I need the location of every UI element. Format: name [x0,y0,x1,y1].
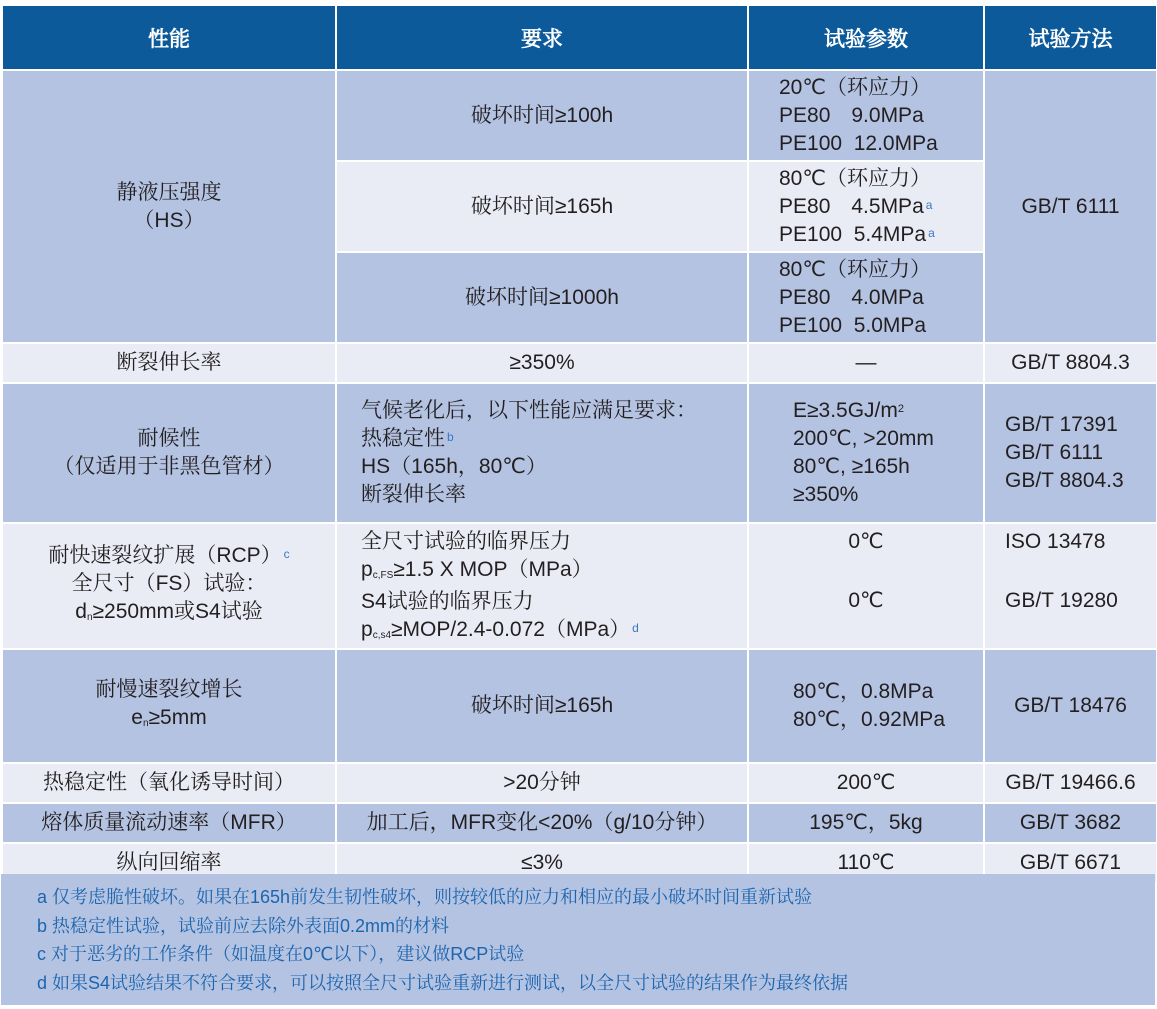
scg-req: 破坏时间≥165h [336,649,748,763]
header-test-method: 试验方法 [984,5,1157,70]
req-line: 全尺寸试验的临界压力 [361,530,571,553]
footnotes [1,874,1155,1005]
symbol-p: p [361,558,373,581]
oit-params: 200℃ [748,763,984,803]
hs-property-line: 静液压强度 [116,180,222,204]
req-line [361,616,739,648]
hs-property-line: （HS） [133,208,205,232]
elongation-property: 断裂伸长率 [2,343,336,383]
shrink-method: GB/T 6671 [984,843,1157,883]
mfr-req: 加工后，MFR变化<20%（g/10分钟） [336,803,748,843]
property-text: ≥5mm [148,706,207,729]
footnote-b: b 热稳定性试验，试验前应去除外表面0.2mm的材料 [37,915,450,936]
performance-table [1,4,1157,884]
table-row [2,70,1157,161]
req-text: 热稳定性 [361,427,445,450]
mfr-params: 195℃，5kg [748,803,984,843]
oit-property: 热稳定性（氧化诱导时间） [2,763,336,803]
param-line: 200℃, >20mm [793,427,934,450]
property-line [11,542,327,570]
footnote-a-marker: a [928,225,935,240]
rcp-params [748,523,984,649]
shrink-req: ≤3% [336,843,748,883]
param-line: 80℃，0.8MPa [793,680,934,703]
req-line: 断裂伸长率 [361,483,466,506]
table-row [2,763,1157,803]
rcp-property [2,523,336,649]
param-line: 80℃，0.92MPa [793,708,945,731]
property-line [11,598,327,630]
shrink-property: 纵向回缩率 [2,843,336,883]
param-line [779,193,975,221]
property-text: 耐快速裂纹扩展（RCP） [48,544,282,567]
req-line [361,556,739,588]
table-row [2,803,1157,843]
method-line: GB/T 8804.3 [1005,469,1124,492]
elongation-params: — [748,343,984,383]
scg-property [2,649,336,763]
req-line: HS（165h，80℃） [361,455,547,478]
hs-req-1: 破坏时间≥100h [336,70,748,161]
hs-property-cell [2,70,336,343]
param-text: E≥3.5GJ/m [793,399,898,422]
unit-superscript: 2 [897,403,905,415]
property-line: 耐慢速裂纹增长 [95,678,243,701]
param-line: 80℃, ≥165h [793,455,910,478]
symbol-d: d [75,600,87,623]
elongation-method: GB/T 8804.3 [984,343,1157,383]
req-text: ≥MOP/2.4-0.072（MPa） [391,618,631,641]
table-row [2,383,1157,523]
mfr-method: GB/T 3682 [984,803,1157,843]
param-line: 0℃ [848,589,884,612]
param-line: PE80 4.0MPa [779,285,924,309]
property-line: 耐候性 [137,427,201,450]
hs-params-1 [748,70,984,161]
req-text: ≥1.5 X MOP（MPa） [393,558,593,581]
property-line: （仅适用于非黑色管材） [53,455,285,478]
hs-req-2: 破坏时间≥165h [336,161,748,252]
symbol-e: e [131,706,143,729]
param-line [779,221,975,249]
param-line: 20℃（环应力） [779,75,931,99]
elongation-req: ≥350% [336,343,748,383]
weather-req [336,383,748,523]
weather-methods [984,383,1157,523]
method-line: GB/T 19280 [1005,589,1118,612]
subscript-cs4: c,s4 [372,630,392,641]
property-text: ≥250mm或S4试验 [92,600,263,623]
scg-method: GB/T 18476 [984,649,1157,763]
footnote-c-marker: c [283,547,290,561]
table-row [2,343,1157,383]
req-line [361,425,739,453]
footnote-d-marker: d [632,621,639,635]
param-line: 80℃（环应力） [779,166,931,190]
req-line: 气候老化后，以下性能应满足要求： [361,399,697,422]
method-line: ISO 13478 [1005,530,1106,553]
param-text: PE100 5.4MPa [779,222,927,246]
param-line: 0℃ [848,530,884,553]
method-line: GB/T 6111 [1005,441,1104,464]
subscript-n: n [86,612,93,623]
footnote-a: a 仅考虑脆性破坏。如果在165h前发生韧性破坏，则按较低的应力和相应的最小破坏时间重新试验 [37,887,813,907]
hs-params-2 [748,161,984,252]
rcp-req [336,523,748,649]
table-row [2,523,1157,649]
shrink-params: 110℃ [748,843,984,883]
footnote-c: c 对于恶劣的工作条件（如温度在0℃以下），建议做RCP试验 [37,944,525,964]
param-line: ≥350% [793,483,859,506]
header-property: 性能 [2,5,336,70]
mfr-property: 熔体质量流动速率（MFR） [2,803,336,843]
hs-method: GB/T 6111 [984,70,1157,343]
param-line: PE100 12.0MPa [779,131,938,155]
weather-params [748,383,984,523]
header-requirement: 要求 [336,5,748,70]
param-line [793,397,975,425]
footnote-d: d 如果S4试验结果不符合要求，可以按照全尺寸试验重新进行测试，以全尺寸试验的结果作为最终依据 [37,972,849,993]
property-line: 全尺寸（FS）试验： [71,572,267,595]
req-line: S4试验的临界压力 [361,590,534,613]
subscript-n: n [142,718,149,729]
method-line: GB/T 17391 [1005,413,1118,436]
param-text: PE80 4.5MPa [779,194,924,218]
table-header-row [2,5,1157,70]
weather-property [2,383,336,523]
oit-method: GB/T 19466.6 [984,763,1157,803]
param-line: PE80 9.0MPa [779,103,924,127]
symbol-p: p [361,618,373,641]
param-line: 80℃（环应力） [779,257,931,281]
footnote-a-marker: a [925,197,933,212]
oit-req: >20分钟 [336,763,748,803]
footnote-b-marker: b [447,430,454,444]
table-row [2,649,1157,763]
subscript-cfs: c,FS [372,570,394,581]
header-test-params: 试验参数 [748,5,984,70]
rcp-methods [984,523,1157,649]
hs-req-3: 破坏时间≥1000h [336,252,748,343]
scg-params [748,649,984,763]
property-line [11,704,327,736]
param-line: PE100 5.0MPa [779,313,927,337]
hs-params-3 [748,252,984,343]
